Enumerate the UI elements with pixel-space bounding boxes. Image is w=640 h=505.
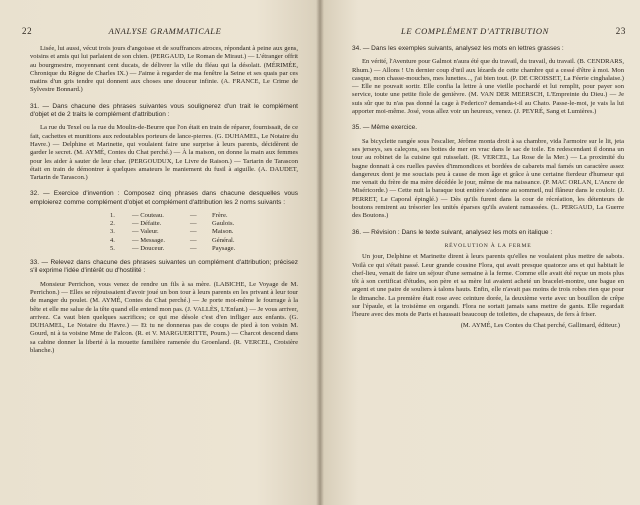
list-item-noun-b: Frère. (212, 212, 228, 220)
list-item-noun-b: Maison. (212, 228, 234, 236)
left-page-number: 22 (22, 26, 33, 36)
list-item-number: 1. (110, 212, 115, 220)
list-item-noun-b: Général. (212, 236, 235, 244)
right-paragraph-2: Sa bicyclette rangée sous l'escalier, Jérôme monta droit à sa chambre, vida l'armoire sur le lit, jeta ses jerseys, ses caleçons, ses bottes de mer en vrac dans le sac de toile. En redescendant il donna un tour au robinet de la cuisine qui ruisselait. (R. VERCEL, La Rose de la Mer.) — La proximité du bagne donnait à ces ruelles pavées d'immondices et bordées de cabarets mal famés un caractère assez dangereux dont je me souciais peu à cause de mon âge et grâce à une certaine fierdeur d'humeur qui me venait du frère de ma mère décédée le jour, même de ma naissance. (P. MAC ORLAN, L'Ancre de Miséricorde.) — Cette nuit la baraque tout entière s'adonne au sommeil, nul flâneur dans le couloir. (J. PERRET, Le Caporal épinglé.) — Dès qu'ils furent dans la cour de récréation, les détenteurs de boutons remirent au trésorier les unités éparses qu'ils avaient ramassées. (L. PERGAUD, La Guerre des Boutons.) (352, 137, 624, 220)
list-item-dash: — (190, 212, 197, 220)
exercise-35-heading: 35. — Même exercice. (352, 124, 418, 132)
left-page-header (0, 26, 320, 38)
right-page-number: 23 (615, 26, 626, 36)
book-gutter (316, 0, 324, 505)
right-page-header (320, 26, 640, 38)
exercise-33-heading: 33. — Relevez dans chacune des phrases suivantes un complément d'attribution; précisez s'il exprime l'idée d'intérêt ou d'hostilité : (30, 259, 298, 275)
list-item-noun-a: — Valeur. (132, 228, 159, 236)
left-paragraph-1: Lisée, lui aussi, vécut trois jours d'angoisse et de souffrances atroces, répondant à peine aux gens, voisins et amis qui lui parlaient de son chien. (PERGAUD, Le Roman de Miraut.) — L'étranger offrit au bourgmestre, moyennant cent ducats, de délivrer la ville du fléau qui la désolait. (MÉRIMÉE, Chronique du Règne de Charles IX.) — J'aime à regarder de ma fenêtre la Seine et ses quais par ces matins d'un gris tendre qui donnent aux choses une douceur infinie. (A. FRANCE, Le Crime de Sylvestre Bonnard.) (30, 45, 298, 94)
list-item-noun-a: — Message. (132, 236, 165, 244)
left-paragraph-2: La rue du Texel ou la rue du Moulin-de-Beurre que l'on était en train de réparer, fournissait, de ce fait, cachettes et munitions aux redoutables porteurs de lance-pierres. (G. DUHAMEL, Le Notaire du Havre.) — Delphine et Marinette, qui voulaient faire une surprise à leurs parents, décidèrent de garder le secret. (M. AYMÉ, Contes du Chat perché.) — À la maison, on donne la main aux femmes pour les aider à sauter de leur char. (PERGOUDUX, Le Livre de Raison.) — Tartarin de Tarascon était en train de démontrer à quelques amateurs le maniement du fusil à aiguille. (A. DAUDET, Tartarin de Tarascon.) (30, 124, 298, 182)
list-item-number: 4. (110, 236, 115, 244)
source-citation: (M. AYMÉ, Les Contes du Chat perché, Gallimard, éditeur.) (460, 321, 620, 329)
left-page-content (30, 45, 298, 357)
right-paragraph-3: Un jour, Delphine et Marinette dirent à leurs parents qu'elles ne voulaient plus mettre de sabots. Voilà ce qui s'était passé. Leur grande cousine Flora, qui avait presque quatorze ans et qui habitait le chef-lieu, venait de faire un séjour d'une semaine à la ferme. Comme elle avait été reçue un mois plus tôt à son certificat d'études, son père et sa mère lui avaient acheté un bracelet-montre, une bague en argent et une paire de souliers à talons hauts. Enfin, elle n'avait pas moins de trois robes rien que pour le dimanche. La première était rose avec ceinture dorée, la deuxième verte avec un bouillon de crêpe sur l'épaule, et la troisième en organdi. Flora ne sortait jamais sans mettre de gants. Elle regardait l'heure avec des mots de Paris et haussait beaucoup de toilettes, de chapeaux, de fers à friser. (352, 253, 624, 319)
list-item-number: 5. (110, 244, 115, 252)
list-item-dash: — (190, 228, 197, 236)
list-item-dash: — (190, 236, 197, 244)
right-page-content (352, 45, 624, 330)
exercise-36-heading: 36. — Révision : Dans le texte suivant, analysez les mots en italique : (352, 228, 553, 236)
section-title: RÉVOLUTION À LA FERME (444, 242, 532, 249)
list-item-noun-a: — Douceur. (132, 244, 165, 252)
list-item-noun-b: Gaulois. (212, 220, 235, 228)
list-item-noun-a: — Couteau. (132, 212, 164, 220)
list-item-number: 2. (110, 220, 115, 228)
left-running-head: ANALYSE GRAMMATICALE (108, 26, 222, 36)
right-page (320, 0, 640, 505)
list-item-noun-a: — Défaite. (132, 220, 162, 228)
exercise-34-heading: 34. — Dans les exemples suivants, analysez les mots en lettres grasses : (352, 45, 564, 52)
list-item-dash: — (190, 220, 197, 228)
right-running-head: LE COMPLÉMENT D'ATTRIBUTION (401, 26, 549, 36)
list-item-number: 3. (110, 228, 115, 236)
list-item-noun-b: Paysage. (212, 244, 236, 252)
exercise-31-heading: 31. — Dans chacune des phrases suivantes vous soulignerez d'un trait le complément d'objet et de 2 traits le complément d'attribution : (30, 102, 298, 119)
right-paragraph-1: En vérité, l'Aventure pour Galmot n'aura été que du travail, du travail, du travail. (B. CENDRARS, Rhum.) — Allons ! Un dernier coup d'œil aux lézards de cette chambre qui a cessé d'être à moi. Mon casque, mon chasse-mouches, mes lunettes..., j'ai bien tout. (P. DE CROISSET, La Féerie cinghalaise.) — Elle ne pouvait sortir. Elle confia la lettre à une vieille pochardé et lui remplit, pour payer son service, toute une petite fiole de genièvre. (M. VAN DER MEERSCH, L'Empreinte du Dieu.) — Je suis sûr que tu n'as pas donné la cage à Federico? demanda-t-il au Chato. Passe-le-moi, je vais la lui apporter moi-même. José, vous allez voir un heureux, venez. (J. PEYRÉ, Sang et Lumières.) (352, 58, 624, 116)
exercise-32-heading: 32. — Exercice d'invention : Composez cinq phrases dans chacune desquelles vous emploierez comme complément d'objet et complément d'attribution les 2 noms suivants : (30, 190, 298, 206)
left-paragraph-3: Monsieur Perrichon, vous venez de rendre un fils à sa mère. (LABICHE, Le Voyage de M. Perrichon.) — Elles se réjouissaient d'avoir joué un bon tour à leurs parents en les privant à leur tour de manger du poulet. (M. AYMÉ, Contes du Chat perché.) — Je porte moi-même le fourrage à la bête et elle me salue de la tête quand elle entend mon pas. (J. VALLÈS, L'Enfant.) — Je vous arriver, arrivez. Ca vaut bien quelques sacrifices; ce qui me désole c'est d'en infliger aux enfants. (G. DUHAMEL, Le Notaire du Havre.) — Et tu ne donneras pas de coups de pied à ton voisin M. Gourd, ni à ta voisine Mme de Falcon. (R. et V. MARGUERITTE, Poum.) — Charcot descend dans sa cabine donner la liberté à la mouette familière ramenée du Groenland. (R. VERCEL, Croisière blanche.) (30, 280, 298, 355)
noun-pairs-list (110, 212, 298, 253)
list-item-dash: — (190, 244, 197, 252)
